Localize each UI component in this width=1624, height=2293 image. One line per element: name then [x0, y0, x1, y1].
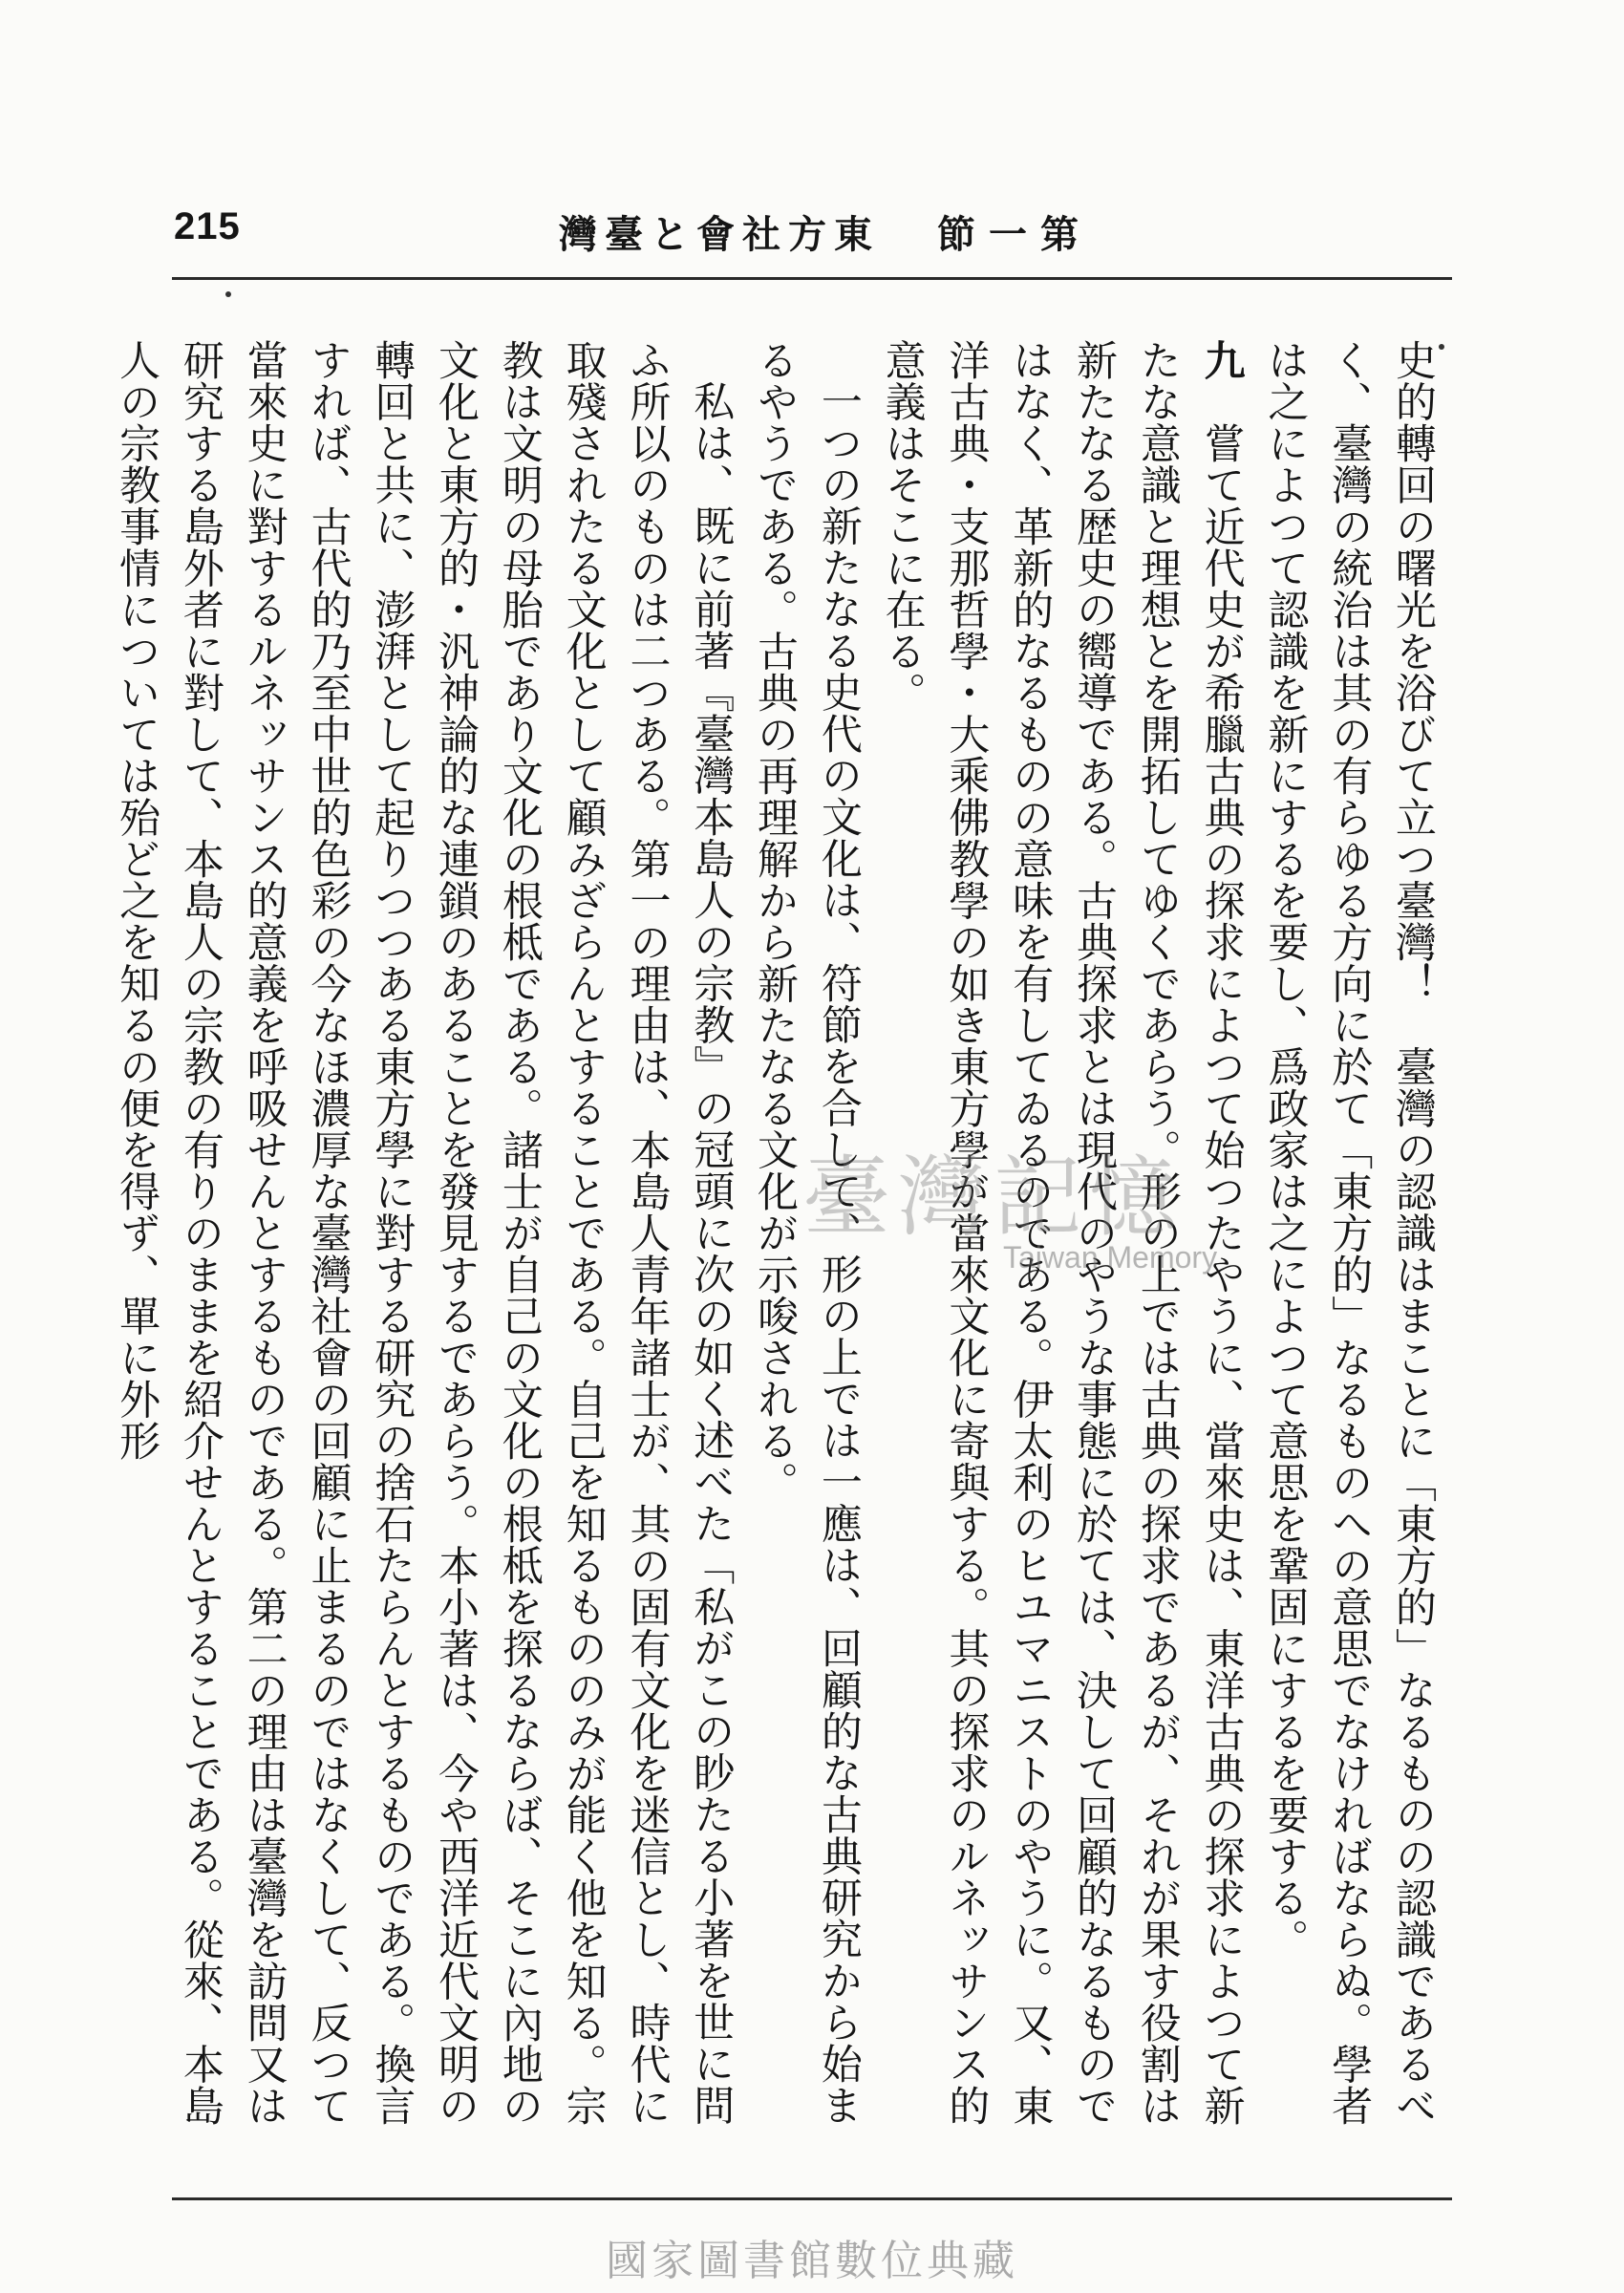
running-header: [559, 204, 1092, 259]
speck-mark: [225, 291, 231, 297]
watermark-title: 臺灣記憶: [802, 1146, 1186, 1249]
paragraph-3: 一つの新たなる史代の文化は、符節を合して、形の上では一應は、回顧的な古典研究から始まるやうである。古典の再理解から新たなる文化が示唆される。: [751, 339, 863, 2126]
body-text: [113, 339, 1444, 2159]
footer-credit: 國家圖書館數位典藏: [606, 2237, 1018, 2285]
paragraph-2-text: 嘗て近代史が希臘古典の探求によつて始つたやうに、當來史は、東洋古典の探求によつて新たな意識と理想とを開拓してゆくであらう。形の上では古典の探求であるが、それが果す役割は新たなる歴史の嚮導である。古典探求とは現代のやうな事態に於ては、決して回顧的なるものではなく、革新的なるものの意味を有してゐるのである。伊太利のヒユマニストのやうに。又、東洋古典・支那哲學・大乘佛教學の如き東方學が當來文化に寄與する。其の探求のルネッサンス的意義はそこに在る。: [878, 339, 1246, 2127]
paragraph-1: 史的轉回の曙光を浴びて立つ臺灣！ 臺灣の認識はまことに「東方的」なるものの認識であるべく、臺灣の統治は其の有らゆる方向に於て「東方的」なるものへの意思でなければならぬ。學者は之によつて認識を新にするを要し、爲政家は之によつて意思を鞏固にするを要する。: [1261, 339, 1437, 2127]
watermark-subtitle: Taiwan Memory: [1003, 1240, 1218, 1275]
page-number: 215: [174, 205, 241, 247]
footer-rule: [172, 2197, 1452, 2200]
paragraph-2: [870, 339, 1253, 2159]
section-number: 九: [1197, 339, 1246, 381]
running-title: 灣臺と會社方東: [559, 212, 880, 257]
section-label: 節一第: [937, 212, 1092, 257]
header-rule: [172, 277, 1452, 280]
paragraph-4: 私は、既に前著『臺灣本島人の宗教』の冠頭に次の如く述べた「私がこの眇たる小著を世に問ふ所以のものは二つある。第一の理由は、本島人青年諸士が、其の固有文化を迷信とし、時代に取殘されたる文化として顧みざらんとすることである。自己を知るもののみが能く他を知る。宗教は文明の母胎であり文化の根柢である。諸士が自己の文化の根柢を探るならば、そこに內地の文化と東方的・汎神論的な連鎖のあることを發見するであらう。本小著は、今や西洋近代文明の轉回と共に、澎湃として起りつつある東方學に對する研究の捨石たらんとするものである。換言すれば、古代的乃至中世的色彩の今なほ濃厚な臺灣社會の回顧に止まるのではなくして、反つて當來史に對するルネッサンス的意義を呼吸せんとするものである。第二の理由は臺灣を訪問又は研究する島外者に對して、本島人の宗教の有りのままを紹介せんとすることである。從來、本島人の宗教事情については殆ど之を知るの便を得ず、單に外形: [113, 339, 736, 2127]
